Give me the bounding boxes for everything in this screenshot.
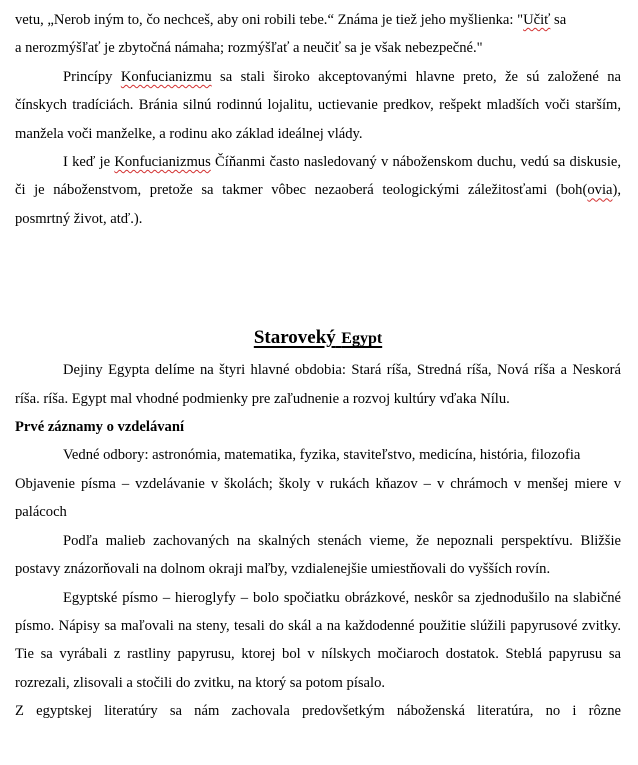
paragraph-fields: Vedné odbory: astronómia, matematika, fyzika, staviteľstvo, medicína, história, filozofia	[63, 447, 581, 464]
paragraph-confucianism-principles	[15, 63, 621, 148]
subheading: Prvé záznamy o vzdelávaní	[15, 419, 185, 436]
text-run: vetu, „Nerob iným to, čo nechceš, aby oni robili tebe.“ Známa je tiež jeho myšlienka: "	[15, 12, 524, 28]
text-run: sa	[550, 12, 567, 28]
text-run: ), posmrtný život, atď.).	[15, 182, 621, 227]
paragraph-hieroglyphs: Egyptské písmo – hieroglyfy – bolo spočiatku obrázkové, neskôr sa zjednodušilo na slabičné písmo. Nápisy sa maľovali na steny, tesali do skál a na každodenné použitie slúžili papyrusové zvitky. Tie sa vyrábali z rastliny papyrusu, ktorej bol v nílskych močiaroch dostatok. Steblá papyrusu sa rozrezali, zlisovali a stočili do zvitku, na ktorý sa potom písalo.	[15, 589, 621, 691]
paragraph-confucianism-religion	[15, 148, 621, 233]
paragraph-perspective: Podľa malieb zachovaných na skalných stenách vieme, že nepoznali perspektívu. Bližšie postavy znázorňovali na dolnom okraji maľby, vzdialenejšie umiestňovali do vyšších rovín.	[15, 532, 621, 578]
spellcheck-word: Konfucianizmus	[114, 154, 211, 171]
paragraph-literature: Z egyptskej literatúry sa nám zachovala predovšetkým náboženská literatúra, no i rôzne	[15, 703, 621, 720]
text-run: sa stali široko akceptovanými hlavne preto, že sú založené na čínskych tradíciách. Bránia silnú rodinnú lojalitu, uctievanie predkov, rešpekt mladších voči starším, manžela voči manželke, a rodinu ako základ ideálnej vlády.	[15, 68, 621, 142]
text-run: Číňanmi často nasledovaný v náboženskom duchu, vedú sa diskusie, či je náboženstvom, pretože sa takmer vôbec nezaoberá teologickými záležitosťami (boh(	[15, 154, 622, 199]
paragraph-confucius-quote	[15, 6, 621, 63]
section-heading: Staroveký Egypt	[253, 327, 383, 349]
text-run: a nerozmýšľať je zbytočná námaha; rozmýšľať a neučiť sa je však nebezpečné."	[15, 40, 483, 57]
paragraph-egypt-periods: Dejiny Egypta delíme na štyri hlavné obdobia: Stará ríša, Stredná ríša, Nová ríša a Neskorá ríša. ríša. Egypt mal vhodné podmienky pre zaľudnenie a rozvoj kultúry vďaka Nílu.	[15, 362, 621, 407]
spellcheck-word: Učiť	[523, 12, 551, 28]
spellcheck-word: Konfucianizmu	[120, 68, 212, 85]
paragraph-writing-schools: Objavenie písma – vzdelávanie v školách; školy v rukách kňazov – v chrámoch v menšej miere v palácoch	[15, 475, 621, 521]
text-run: Princípy	[63, 68, 121, 85]
document-page	[15, 6, 621, 726]
spellcheck-word: ovia	[587, 182, 613, 199]
section-spacer	[15, 233, 621, 319]
text-run: I keď je	[63, 154, 115, 171]
